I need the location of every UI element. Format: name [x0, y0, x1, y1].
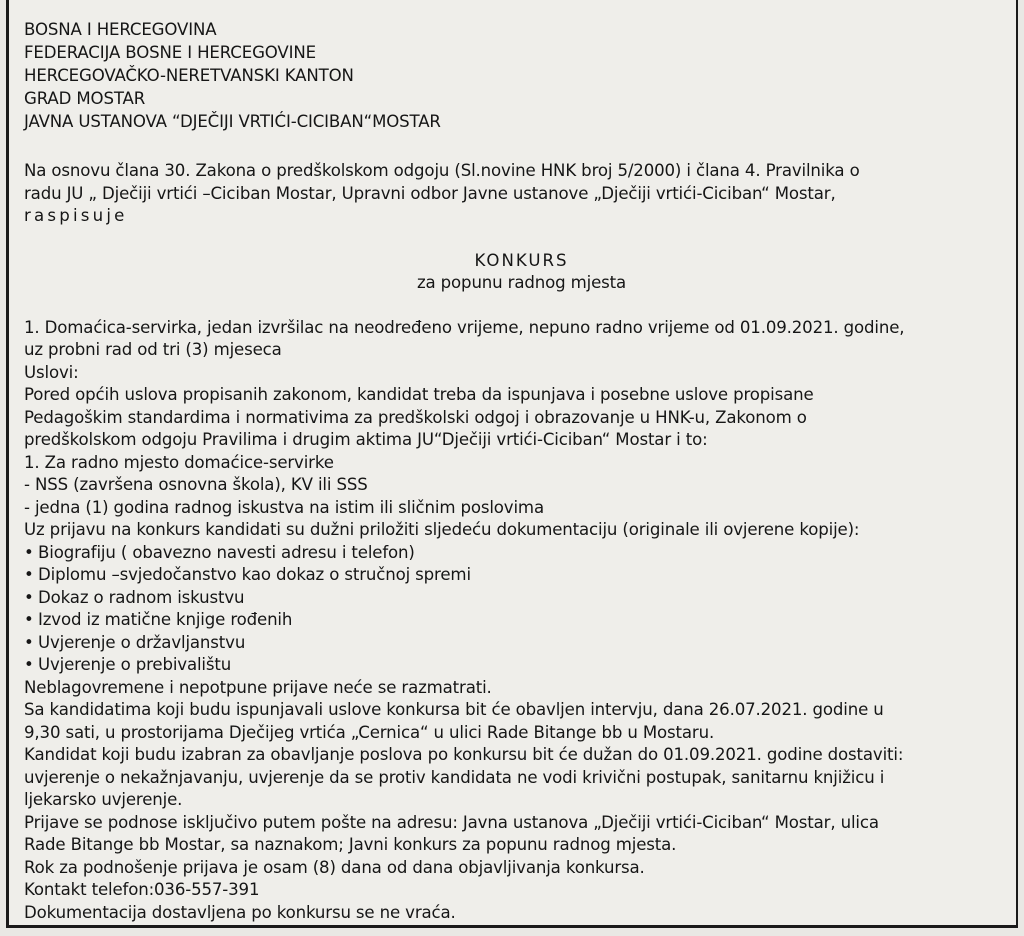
position-line: 1. Domaćica-servirka, jedan izvršilac na neodređeno vrijeme, nepuno radno vrijeme od 01.09.2021. godine, — [24, 317, 905, 337]
notice-title — [34, 250, 1009, 295]
paragraph-line: Rade Bitange bb Mostar, sa naznakom; Javni konkurs za popunu radnog mjesta. — [24, 835, 677, 854]
paragraph-line: Prijave se podnose isključivo putem pošte na adresu: Javna ustanova „Dječiji vrtići-Ciciban“ Mostar, ulica — [24, 812, 879, 832]
documents-list — [24, 542, 1009, 677]
intro-line: radu JU „ Dječiji vrtići –Ciciban Mostar, Upravni odbor Javne ustanove „Dječiji vrtići-Ciciban“ Mostar, — [24, 183, 836, 203]
paragraph-line: 9,30 sati, u prostorijama Dječijeg vrtića „Cernica“ u ulici Rade Bitange bb u Mostaru. — [24, 722, 715, 742]
header-line: FEDERACIJA BOSNE I HERCEGOVINE — [24, 43, 316, 62]
closing-note: Dokumentacija dostavljena po konkursu se ne vraća. — [24, 902, 456, 922]
paragraph-line: Neblagovremene i nepotpune prijave neće se razmatrati. — [24, 677, 492, 697]
paragraph-line: Kandidat koji budu izabran za obavljanje poslova po konkursu bit će dužan do 01.09.2021. godine dostaviti: — [24, 745, 904, 764]
intro-paragraph — [24, 160, 1009, 228]
intro-line: raspisuje — [24, 206, 128, 225]
documents-intro: Uz prijavu na konkurs kandidati su dužni priložiti sljedeću dokumentaciju (originale ili ovjerene kopije): — [24, 520, 860, 539]
deadline-line: Rok za podnošenje prijava je osam (8) dana od dana objavljivanja konkursa. — [24, 857, 645, 877]
institution-header — [24, 18, 1009, 133]
documents-list-item: • Uvjerenje o državljanstvu — [24, 632, 1009, 655]
documents-list-item: • Diplomu –svjedočanstvo kao dokaz o stručnoj spremi — [24, 564, 1009, 587]
intro-line: Na osnovu člana 30. Zakona o predškolskom odgoju (Sl.novine HNK broj 5/2000) i člana 4. Pravilnika o — [24, 161, 860, 180]
documents-list-item: • Izvod iz matične knjige rođenih — [24, 609, 1009, 632]
title-main: KONKURS — [474, 250, 569, 270]
header-line: JAVNA USTANOVA “DJEČIJI VRTIĆI-CICIBAN“MOSTAR — [24, 112, 441, 131]
position-line: uz probni rad od tri (3) mjeseca — [24, 340, 282, 359]
condition-line: predškolskom odgoju Pravilima i drugim aktima JU“Dječiji vrtići-Ciciban“ Mostar i to: — [24, 430, 708, 449]
document-page — [6, 0, 1018, 928]
document-content — [24, 18, 1009, 924]
documents-list-item: • Uvjerenje o prebivalištu — [24, 654, 1009, 677]
paragraph-line: ljekarsko uvjerenje. — [24, 790, 183, 809]
documents-list-item: • Biografiju ( obavezno navesti adresu i telefon) — [24, 542, 1009, 565]
header-line: BOSNA I HERCEGOVINA — [24, 20, 217, 39]
documents-list-item: • Dokaz o radnom iskustvu — [24, 587, 1009, 610]
condition-line: Pedagoškim standardima i normativima za predškolski odgoj i obrazovanje u HNK-u, Zakonom o — [24, 407, 807, 427]
contact-phone: Kontakt telefon:036-557-391 — [24, 880, 260, 899]
notice-body — [24, 317, 1009, 925]
condition-line: 1. Za radno mjesto domaćice-servirke — [24, 452, 334, 472]
paragraph-line: uvjerenje o nekažnjavanju, uvjerenje da se protiv kandidata ne vodi krivični postupak, sanitarnu knjižicu i — [24, 767, 885, 787]
header-line: HERCEGOVAČKO-NERETVANSKI KANTON — [24, 66, 354, 85]
title-sub: za popunu radnog mjesta — [416, 273, 627, 292]
condition-line: - jedna (1) godina radnog iskustva na istim ili sličnim poslovima — [24, 497, 544, 517]
condition-line: Pored općih uslova propisanih zakonom, kandidat treba da ispunjava i posebne uslove propisane — [24, 385, 814, 404]
header-line: GRAD MOSTAR — [24, 89, 146, 108]
conditions-label: Uslovi: — [24, 362, 79, 382]
paragraph-line: Sa kandidatima koji budu ispunjavali uslove konkursa bit će obavljen intervju, dana 26.07.2021. godine u — [24, 700, 884, 719]
condition-line: - NSS (završena osnovna škola), KV ili SSS — [24, 475, 368, 494]
